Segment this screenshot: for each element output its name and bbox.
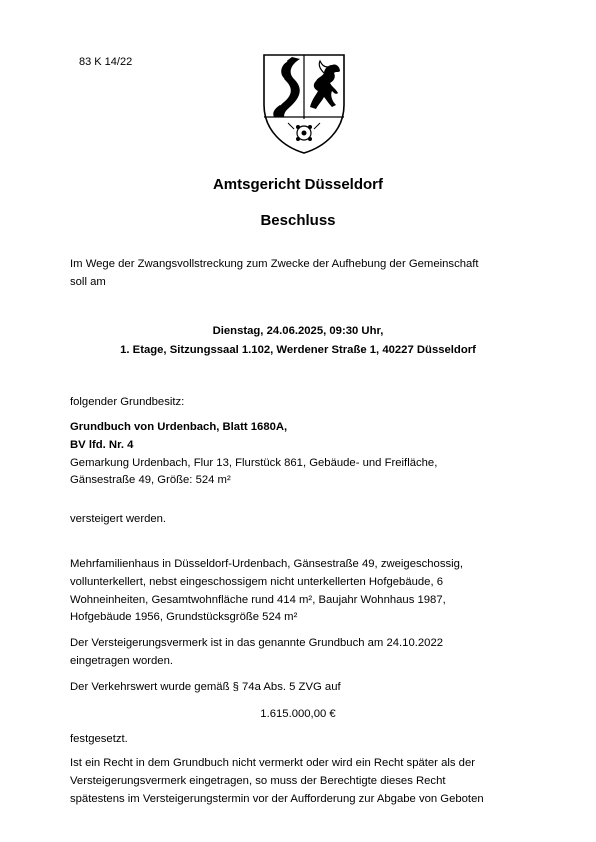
text-line: Hofgebäude 1956, Grundstücksgröße 524 m² [70, 611, 298, 624]
case-reference: 83 K 14/22 [79, 56, 133, 68]
text-line: eingetragen worden. [70, 654, 174, 667]
coat-of-arms-icon [258, 47, 350, 157]
text-line: soll am [70, 275, 106, 288]
market-value: 1.615.000,00 € [260, 708, 336, 720]
property-heading: folgender Grundbesitz: [70, 396, 185, 408]
bv-number: BV lfd. Nr. 4 [70, 438, 134, 451]
intro-paragraph [70, 256, 530, 292]
fixed-text: festgesetzt. [70, 733, 128, 745]
rights-notice-paragraph [70, 755, 530, 808]
text-line: Mehrfamilienhaus in Düsseldorf-Urdenbach, Gänsestraße 49, zweigeschossig, [70, 558, 464, 570]
text-line: Gänsestraße 49, Größe: 524 m² [70, 474, 231, 487]
text-line: Wohneinheiten, Gesamtwohnfläche rund 414 m², Baujahr Wohnhaus 1987, [70, 593, 446, 606]
text-line: vollunterkellert, nebst eingeschossigem nicht unterkellerten Hofgebäude, 6 [70, 575, 444, 588]
property-block [70, 419, 530, 490]
decision-title: Beschluss [260, 212, 336, 229]
market-value-intro: Der Verkehrswert wurde gemäß § 74a Abs. 5 ZVG auf [70, 681, 341, 693]
court-name: Amtsgericht Düsseldorf [212, 176, 384, 193]
appointment-location: 1. Etage, Sitzungssaal 1.102, Werdener Straße 1, 40227 Düsseldorf [120, 344, 476, 356]
text-line: Der Versteigerungsvermerk ist in das genannte Grundbuch am 24.10.2022 [70, 637, 444, 649]
text-line: spätestens im Versteigerungstermin vor der Aufforderung zur Abgabe von Geboten [70, 792, 484, 805]
text-line: Ist ein Recht in dem Grundbuch nicht vermerkt oder wird ein Recht später als der [70, 757, 475, 769]
description-paragraph [70, 556, 530, 627]
text-line: Gemarkung Urdenbach, Flur 13, Flurstück 861, Gebäude- und Freifläche, [70, 456, 438, 469]
auctioned-text: versteigert werden. [70, 513, 167, 525]
land-register: Grundbuch von Urdenbach, Blatt 1680A, [70, 421, 288, 433]
text-line: Im Wege der Zwangsvollstreckung zum Zwecke der Aufhebung der Gemeinschaft [70, 258, 479, 270]
appointment-block [0, 322, 596, 360]
appointment-date: Dienstag, 24.06.2025, 09:30 Uhr, [212, 325, 384, 337]
text-line: Versteigerungsvermerk eingetragen, so muss der Berechtigte dieses Recht [70, 774, 446, 787]
registration-paragraph [70, 635, 530, 671]
